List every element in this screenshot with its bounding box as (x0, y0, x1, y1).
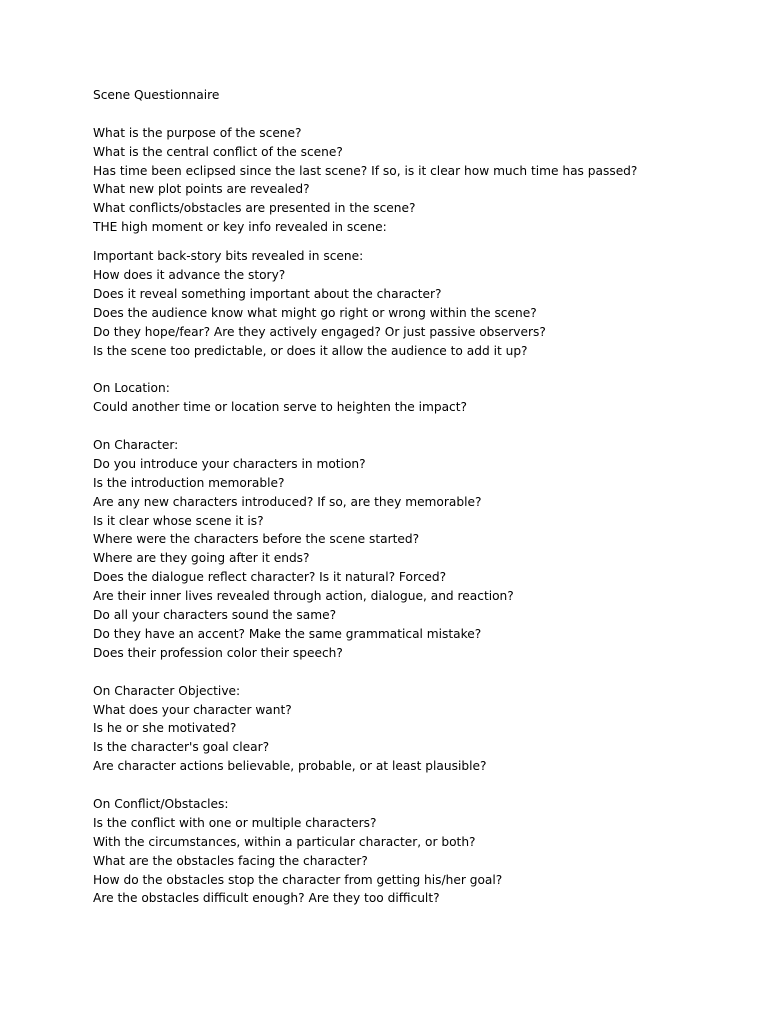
location-section (93, 379, 743, 417)
question-line: Is the scene too predictable, or does it allow the audience to add it up? (93, 343, 528, 358)
section-heading: Important back-story bits revealed in scene: (93, 249, 364, 264)
question-line: Are character actions believable, probable, or at least plausible? (93, 759, 487, 774)
section-heading: On Character: (93, 438, 179, 453)
question-line: Does the dialogue reflect character? Is it natural? Forced? (93, 570, 447, 585)
intro-section (93, 124, 743, 237)
question-line: Do you introduce your characters in motion? (93, 456, 366, 471)
question-line: Do they hope/fear? Are they actively engaged? Or just passive observers? (93, 324, 546, 339)
question-line: Is the introduction memorable? (93, 475, 285, 490)
question-line: Does their profession color their speech? (93, 645, 343, 660)
document-body (93, 86, 743, 908)
question-line: What does your character want? (93, 702, 292, 717)
section-heading: On Location: (93, 381, 170, 396)
question-line: Are the obstacles difficult enough? Are they too difficult? (93, 891, 440, 906)
question-line: What new plot points are revealed? (93, 182, 310, 197)
section-heading: On Conflict/Obstacles: (93, 796, 229, 811)
document-title: Scene Questionnaire (93, 88, 220, 102)
question-line: What is the purpose of the scene? (93, 125, 302, 140)
question-line: Do they have an accent? Make the same grammatical mistake? (93, 626, 482, 641)
question-line: Do all your characters sound the same? (93, 608, 337, 623)
question-line: Does the audience know what might go right or wrong within the scene? (93, 305, 537, 320)
question-line: What conflicts/obstacles are presented in the scene? (93, 201, 416, 216)
section-heading: On Character Objective: (93, 683, 241, 698)
question-line: Is he or she motivated? (93, 721, 237, 736)
question-line: What are the obstacles facing the character? (93, 853, 368, 868)
question-line: Where were the characters before the scene started? (93, 532, 420, 547)
question-line: How do the obstacles stop the character from getting his/her goal? (93, 872, 503, 887)
question-line: Is the character's goal clear? (93, 740, 270, 755)
question-line: Is the conflict with one or multiple characters? (93, 815, 377, 830)
question-line: What is the central conflict of the scene? (93, 144, 343, 159)
question-line: Where are they going after it ends? (93, 551, 310, 566)
question-line: Are their inner lives revealed through action, dialogue, and reaction? (93, 589, 514, 604)
question-line: Could another time or location serve to heighten the impact? (93, 400, 467, 415)
question-line: Has time been eclipsed since the last scene? If so, is it clear how much time has passed? (93, 163, 638, 178)
character-section (93, 436, 743, 663)
question-line: How does it advance the story? (93, 268, 286, 283)
objective-section (93, 682, 743, 776)
question-line: THE high moment or key info revealed in scene: (93, 220, 387, 235)
backstory-section (93, 247, 743, 360)
question-line: Is it clear whose scene it is? (93, 513, 264, 528)
question-line: With the circumstances, within a particular character, or both? (93, 834, 476, 849)
question-line: Does it reveal something important about the character? (93, 286, 442, 301)
question-line: Are any new characters introduced? If so, are they memorable? (93, 494, 482, 509)
conflict-section (93, 795, 743, 908)
